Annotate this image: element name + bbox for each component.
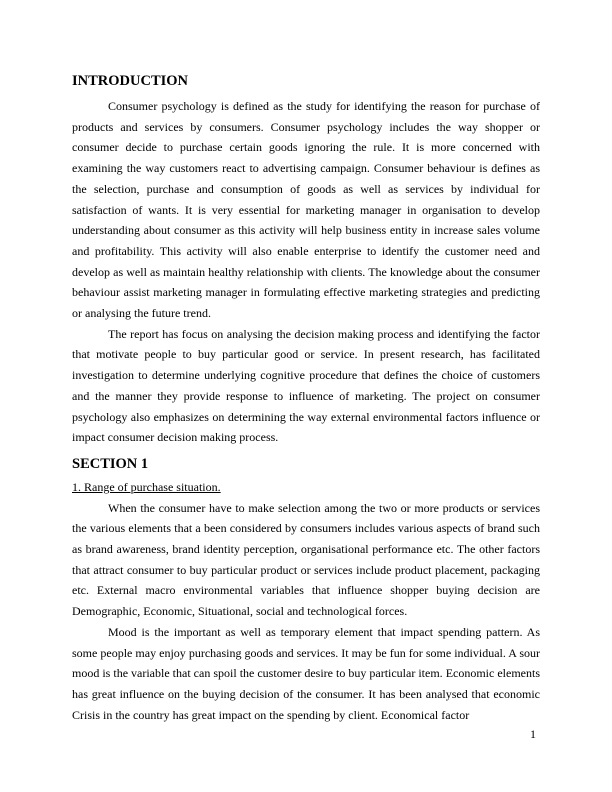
section-1-subheading: 1. Range of purchase situation. xyxy=(72,479,221,494)
page-content xyxy=(72,71,540,725)
page-number: 1 xyxy=(530,727,536,741)
section-1-paragraph-2: Mood is the important as well as temporary element that impact spending pattern. As some people may enjoy purchasing goods and services. It may be fun for some individual. A sour mood is the variable that can spoil the customer desire to buy particular item. Economic elements has great influence on the buying decision of the consumer. It has been analysed that economic Crisis in the country has great impact on the spending by client. Economical factor xyxy=(72,624,540,722)
introduction-heading: INTRODUCTION xyxy=(72,73,189,89)
introduction-paragraph-2: The report has focus on analysing the decision making process and identifying the factor that motivate people to buy particular good or service. In present research, has facilitated investigation to determine underlying cognitive procedure that defines the choice of customers and the manner they provide response to influence of marketing. The project on consumer psychology also emphasizes on determining the way external environmental factors influence or impact consumer decision making process. xyxy=(72,326,540,445)
section-1-heading: SECTION 1 xyxy=(72,455,149,472)
introduction-paragraph-1: Consumer psychology is defined as the study for identifying the reason for purchase of products and services by consumers. Consumer psychology includes the way shopper or consumer decide to purchase certain goods ignoring the rule. It is more concerned with examining the way customers react to advertising campaign. Consumer behaviour is defines as the selection, purchase and consumption of goods as well as services by individual for satisfaction of wants. It is very essential for marketing manager in organisation to develop understanding about consumer as this activity will help business entity in increase sales volume and profitability. This activity will also enable enterprise to identify the customer need and develop as well as maintain healthy relationship with clients. The knowledge about the consumer behaviour assist marketing manager in formulating effective marketing strategies and predicting or analysing the future trend. xyxy=(72,99,540,321)
section-1-paragraph-1: When the consumer have to make selection among the two or more products or services the various elements that a been considered by consumers includes various aspects of brand such as brand awareness, brand identity perception, organisational performance etc. The other factors that attract consumer to buy particular product or services include product placement, packaging etc. External macro environmental variables that influence shopper buying decision are Demographic, Economic, Situational, social and technological forces. xyxy=(72,500,540,619)
